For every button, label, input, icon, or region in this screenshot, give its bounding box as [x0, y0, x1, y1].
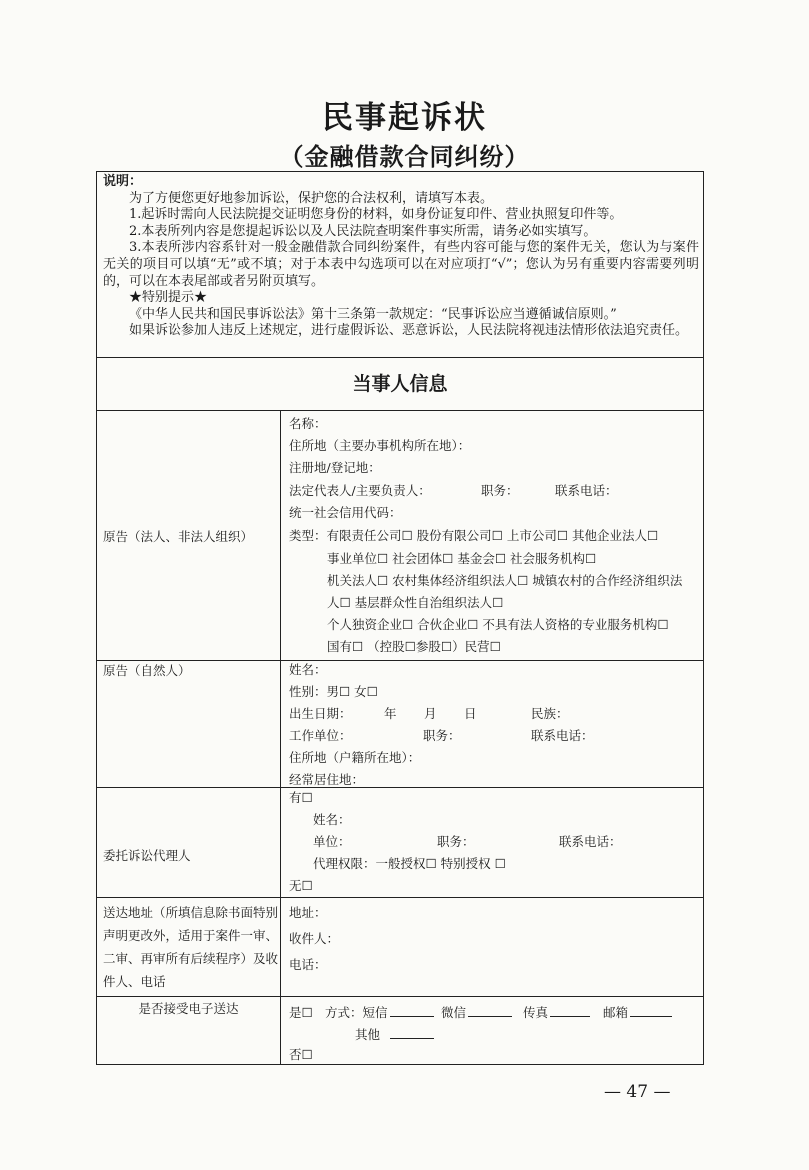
other-field[interactable]: [355, 1024, 434, 1046]
org-name-field[interactable]: 名称：: [289, 416, 327, 431]
plaintiff-person-label: 原告（自然人）: [103, 663, 191, 678]
wechat-field[interactable]: [441, 1002, 512, 1024]
fax-label: 传真: [523, 1005, 549, 1020]
explanation-paragraph: 1.起诉时需向人民法院提交证明您身份的材料，如身份证复印件、营业执照复印件等。: [129, 207, 623, 223]
email-label: 邮箱: [603, 1005, 629, 1020]
service-label-line: 二审、再审所有后续程序）及收: [103, 951, 279, 966]
person-position-field[interactable]: 职务：: [423, 728, 461, 743]
form-table: [96, 171, 704, 1065]
agent-unit-field[interactable]: 单位：: [313, 834, 351, 849]
person-gender-options[interactable]: 性别：男☐ 女☐: [289, 684, 378, 699]
org-type-options[interactable]: 国有☐ （控股☐参股☐）民营☐: [327, 639, 501, 654]
electronic-yes-checkbox[interactable]: 是☐: [289, 1005, 313, 1020]
agent-name-field[interactable]: 姓名：: [313, 812, 351, 827]
agent-phone-field[interactable]: 联系电话：: [559, 834, 622, 849]
service-label-line: 件人、电话: [103, 974, 166, 989]
service-address-field[interactable]: 地址：: [289, 905, 327, 920]
org-legal-rep-field[interactable]: 法定代表人/主要负责人：: [289, 483, 431, 498]
person-residence-field[interactable]: 经常居住地：: [289, 772, 365, 787]
explanation-paragraph: 为了方便您更好地参加诉讼，保护您的合法权利，请填写本表。: [129, 190, 494, 206]
org-type-options[interactable]: 事业单位☐ 社会团体☐ 基金会☐ 社会服务机构☐: [327, 551, 597, 566]
service-phone-field[interactable]: 电话：: [289, 957, 327, 972]
person-birth-field[interactable]: 出生日期：: [289, 706, 352, 721]
other-label: 其他: [355, 1027, 381, 1042]
agent-yes-checkbox[interactable]: 有☐: [289, 790, 313, 805]
page-number: — 47 —: [604, 1082, 671, 1102]
org-registered-field[interactable]: 注册地/登记地：: [289, 460, 381, 475]
page-title: 民事起诉状: [322, 100, 487, 136]
explanation-paragraph: 3.本表所涉内容系针对一般金融借款合同纠纷案件，有些内容可能与您的案件无关，您认为与案件无关的项目可以填“无”或不填；对于本表中勾选项可以在对应项打“√”；您认为另有重要内容需要列明的，可以在本表尾部或者另附页填写。: [103, 240, 699, 289]
person-name-field[interactable]: 姓名：: [289, 662, 327, 677]
birth-year-label: 年: [384, 706, 397, 721]
person-domicile-field[interactable]: 住所地（户籍所在地）：: [289, 750, 421, 765]
explanation-paragraph: 2.本表所列内容是您提起诉讼以及人民法院查明案件事实所需，请务必如实填写。: [129, 223, 597, 239]
electronic-service-label: 是否接受电子送达: [138, 1001, 239, 1016]
birth-month-label: 月: [424, 706, 437, 721]
person-workplace-field[interactable]: 工作单位：: [289, 728, 352, 743]
page-subtitle: （金融借款合同纠纷）: [279, 143, 530, 171]
email-field[interactable]: [603, 1002, 672, 1024]
agent-position-field[interactable]: 职务：: [437, 834, 475, 849]
org-type-options[interactable]: 类型：有限责任公司☐ 股份有限公司☐ 上市公司☐ 其他企业法人☐: [289, 528, 659, 543]
explanation-heading: 说明：: [103, 174, 143, 189]
person-phone-field[interactable]: 联系电话：: [531, 728, 594, 743]
electronic-no-checkbox[interactable]: 否☐: [289, 1047, 313, 1062]
explanation-block: [103, 174, 699, 340]
org-type-options[interactable]: 个人独资企业☐ 合伙企业☐ 不具有法人资格的专业服务机构☐: [327, 617, 669, 632]
agent-authority-options[interactable]: 代理权限：一般授权☐ 特别授权 ☐: [313, 856, 506, 871]
org-type-options[interactable]: 机关法人☐ 农村集体经济组织法人☐ 城镇农村的合作经济组织法: [327, 573, 683, 588]
org-phone-field[interactable]: 联系电话：: [555, 483, 618, 498]
service-recipient-field[interactable]: 收件人：: [289, 931, 340, 946]
birth-day-label: 日: [464, 706, 477, 721]
special-notice-paragraph: 如果诉讼参加人违反上述规定，进行虚假诉讼、恶意诉讼，人民法院将视违法情形依法追究责任。: [129, 323, 689, 339]
special-notice-paragraph: 《中华人民共和国民事诉讼法》第十三条第一款规定：“民事诉讼应当遵循诚信原则。”: [129, 306, 617, 322]
agent-label: 委托诉讼代理人: [103, 848, 191, 863]
service-label-line: 送达地址（所填信息除书面特别: [103, 905, 279, 920]
wechat-label: 微信: [441, 1005, 467, 1020]
fax-field[interactable]: [523, 1002, 590, 1024]
org-type-options[interactable]: 人☐ 基层群众性自治组织法人☐: [327, 595, 504, 610]
service-label-line: 声明更改外，适用于案件一审、: [103, 928, 279, 943]
agent-no-checkbox[interactable]: 无☐: [289, 878, 313, 893]
sms-label: 方式：短信: [325, 1005, 388, 1020]
special-notice-title: ★特别提示★: [129, 290, 208, 306]
person-ethnicity-field[interactable]: 民族：: [531, 706, 569, 721]
plaintiff-org-label: 原告（法人、非法人组织）: [103, 529, 254, 544]
org-position-field[interactable]: 职务：: [481, 483, 519, 498]
org-credit-code-field[interactable]: 统一社会信用代码：: [289, 505, 402, 520]
section-title: 当事人信息: [352, 373, 448, 395]
sms-field[interactable]: [325, 1002, 434, 1024]
org-address-field[interactable]: 住所地（主要办事机构所在地）：: [289, 438, 471, 453]
